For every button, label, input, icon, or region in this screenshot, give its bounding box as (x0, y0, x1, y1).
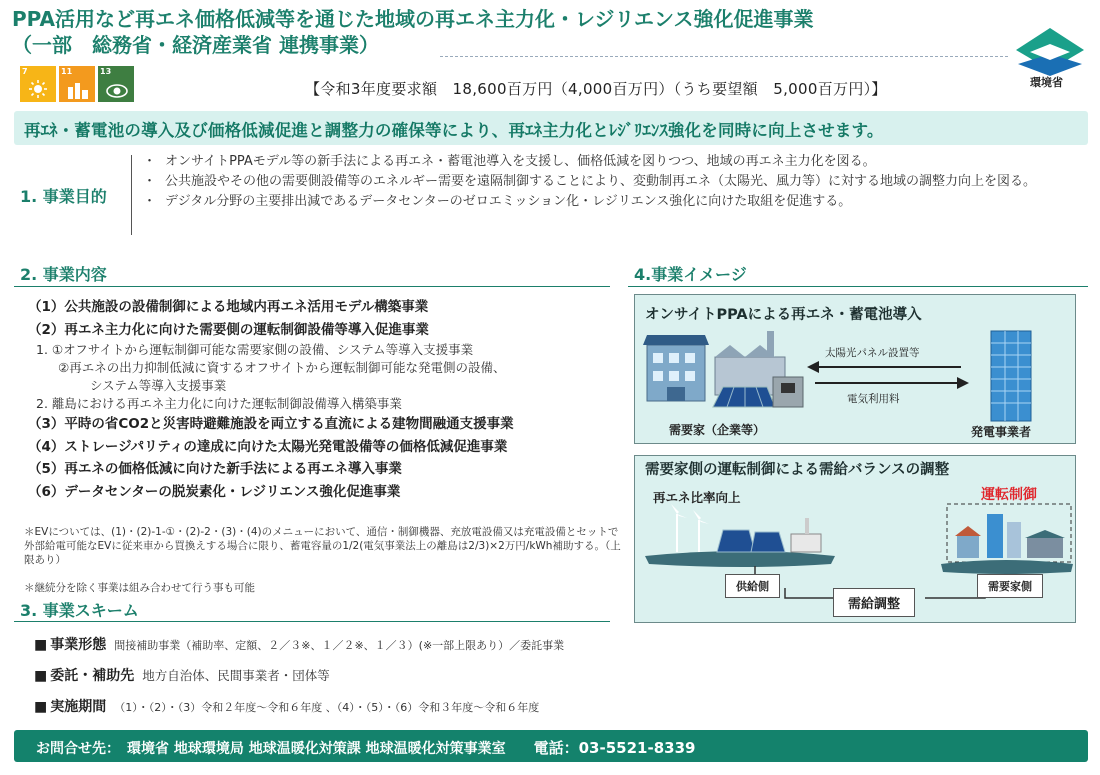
content-item-3: （3）平時の省CO2と災害時避難施設を両立する直流による建物間融通支援事業 (28, 416, 514, 432)
scheme-label: ■ 委託・補助先 (34, 668, 134, 684)
content-item-1: （1）公共施設の設備制御による地域内再エネ活用モデル構築事業 (28, 299, 429, 315)
content-item-4: （4）ストレージパリティの達成に向けた太陽光発電設備等の価格低減促進事業 (28, 438, 508, 455)
scheme-divider (14, 621, 610, 622)
power-company-building-icon (991, 331, 1031, 421)
purpose-heading: 1. 事業目的 (20, 187, 107, 206)
image-heading: 4.事業イメージ (634, 265, 747, 284)
content-list (28, 296, 628, 503)
demand-island-icon (941, 504, 1073, 574)
content-subitem: 1. ①オフサイトから運転制御可能な需要家側の設備、システム等導入支援事業 (36, 342, 474, 357)
purpose-list (143, 152, 1073, 212)
demand-side-tag: 需要家側 (977, 574, 1043, 598)
solar-panel-icon (713, 387, 775, 407)
content-item-6: （6）データセンターの脱炭素化・レジリエンス強化促進事業 (28, 483, 401, 500)
scheme-value: 間接補助事業（補助率、定額、２／３※、１／２※、１／３）(※一部上限あり）／委託事業 (114, 639, 565, 652)
ppa-diagram-title: オンサイトPPAによる再エネ・蓄電池導入 (645, 307, 922, 323)
purpose-item: ・ 公共施設やその他の需要側設備等のエネルギー需要を遠隔制御することにより、変動制再エネ（太陽光、風力等）に対する地域の調整力向上を図る。 (143, 172, 1073, 192)
sdg-13-icon: 13 (98, 66, 134, 102)
page-title (12, 6, 1012, 58)
title-line-1: PPA活用など再エネ価格低減等を通じた地域の再エネ主力化・レジリエンス強化促進事業 (12, 7, 814, 31)
combination-note: ＊継続分を除く事業は組み合わせて行う事も可能 (24, 582, 255, 594)
arrow-left-icon (807, 361, 961, 373)
sun-icon (28, 79, 48, 99)
scheme-row (34, 634, 564, 654)
title-line-2: （一部 総務省・経済産業省 連携事業） (12, 33, 379, 57)
image-divider (628, 286, 1088, 287)
contact-footer (14, 730, 1088, 762)
content-subitem: システム等導入支援事業 (90, 378, 227, 393)
summary-banner: 再ｴﾈ・蓄電池の導入及び価格低減促進と調整力の確保等により、再ｴﾈ主力化とﾚｼﾞﾘｴﾝｽ強化を同時に向上させます。 (14, 111, 1088, 145)
operation-control-label: 運転制御 (981, 487, 1037, 503)
scheme-label: ■ 実施期間 (34, 699, 106, 715)
contact-phone: 電話：03-5521-8339 (533, 739, 696, 757)
sdg-icons (20, 66, 134, 102)
sdg-7-icon: 7 (20, 66, 56, 102)
scheme-label: ■ 事業形態 (34, 637, 106, 653)
scheme-row (34, 696, 539, 716)
sdg-11-icon: 11 (59, 66, 95, 102)
battery-icon (773, 377, 803, 407)
contact-info: お問合せ先： 環境省 地球環境局 地球温暖化対策課 地球温暖化対策事業室 (36, 741, 506, 757)
content-heading: 2. 事業内容 (20, 265, 107, 284)
balance-adjust-tag: 需給調整 (833, 588, 915, 617)
logo-text: 環境省 (1030, 76, 1063, 89)
arrow-label-fee: 電気利用料 (847, 393, 900, 405)
power-company-label: 発電事業者 (971, 425, 1032, 439)
scheme-value: 地方自治体、民間事業者・団体等 (142, 668, 330, 683)
ev-note: ＊EVについては、(1)・(2)-1-①・(2)-2・(3)・(4)のメニューにおいて、通信・制御機器、充放電設備又は充電設備とセットで外部給電可能なEVに従来車から買換えする場合に限り、蓄電容量の1/2(電気事業法上の離島は2/3)×2万円/kWh補助する。（上限あり） (24, 526, 621, 566)
content-subitem: ②再エネの出力抑制低減に資するオフサイトから運転制御可能な発電側の設備、 (58, 360, 506, 375)
supply-side-tag: 供給側 (725, 574, 780, 598)
scheme-row (34, 665, 330, 685)
purpose-item: ・ オンサイトPPAモデル等の新手法による再エネ・蓄電池導入を支援し、価格低減を図りつつ、地域の再エネ主力化を図る。 (143, 152, 1073, 172)
content-subitem: 2. 離島における再エネ主力化に向けた運転制御設備導入構築事業 (36, 396, 402, 411)
supply-demand-diagram (634, 455, 1076, 623)
arrow-label-panel: 太陽光パネル設置等 (825, 347, 920, 359)
scheme-value: （1）・（2）・（3）令和２年度～令和６年度 、（4）・（5）・（6）令和３年度～令和６年度 (114, 701, 540, 714)
scheme-heading: 3. 事業スキーム (20, 601, 139, 620)
content-item-5: （5）再エネの価格低減に向けた新手法による再エネ導入事業 (28, 461, 402, 477)
eye-globe-icon (106, 83, 128, 99)
supply-demand-title: 需要家側の運転制御による需給バランスの調整 (645, 462, 950, 478)
customer-label: 需要家（企業等） (669, 423, 766, 437)
purpose-item: ・ デジタル分野の主要排出減であるデータセンターのゼロエミッション化・レジリエンス強化に向けた取組を促進する。 (143, 192, 1073, 212)
city-icon (67, 81, 89, 99)
arrow-right-icon (815, 377, 969, 389)
ppa-diagram (634, 294, 1076, 444)
purpose-divider (131, 155, 132, 235)
renewable-ratio-label: 再エネ比率向上 (653, 490, 741, 505)
title-divider (440, 56, 1008, 57)
content-item-2: （2）再エネ主力化に向けた需要側の運転制御設備等導入促進事業 (28, 321, 429, 338)
budget-amount: 【令和3年度要求額 18,600百万円（4,000百万円）（うち要望額 5,000百万円）】 (305, 80, 887, 98)
supply-island-icon (645, 504, 835, 567)
department-store-icon (643, 335, 709, 401)
content-divider (14, 286, 610, 287)
